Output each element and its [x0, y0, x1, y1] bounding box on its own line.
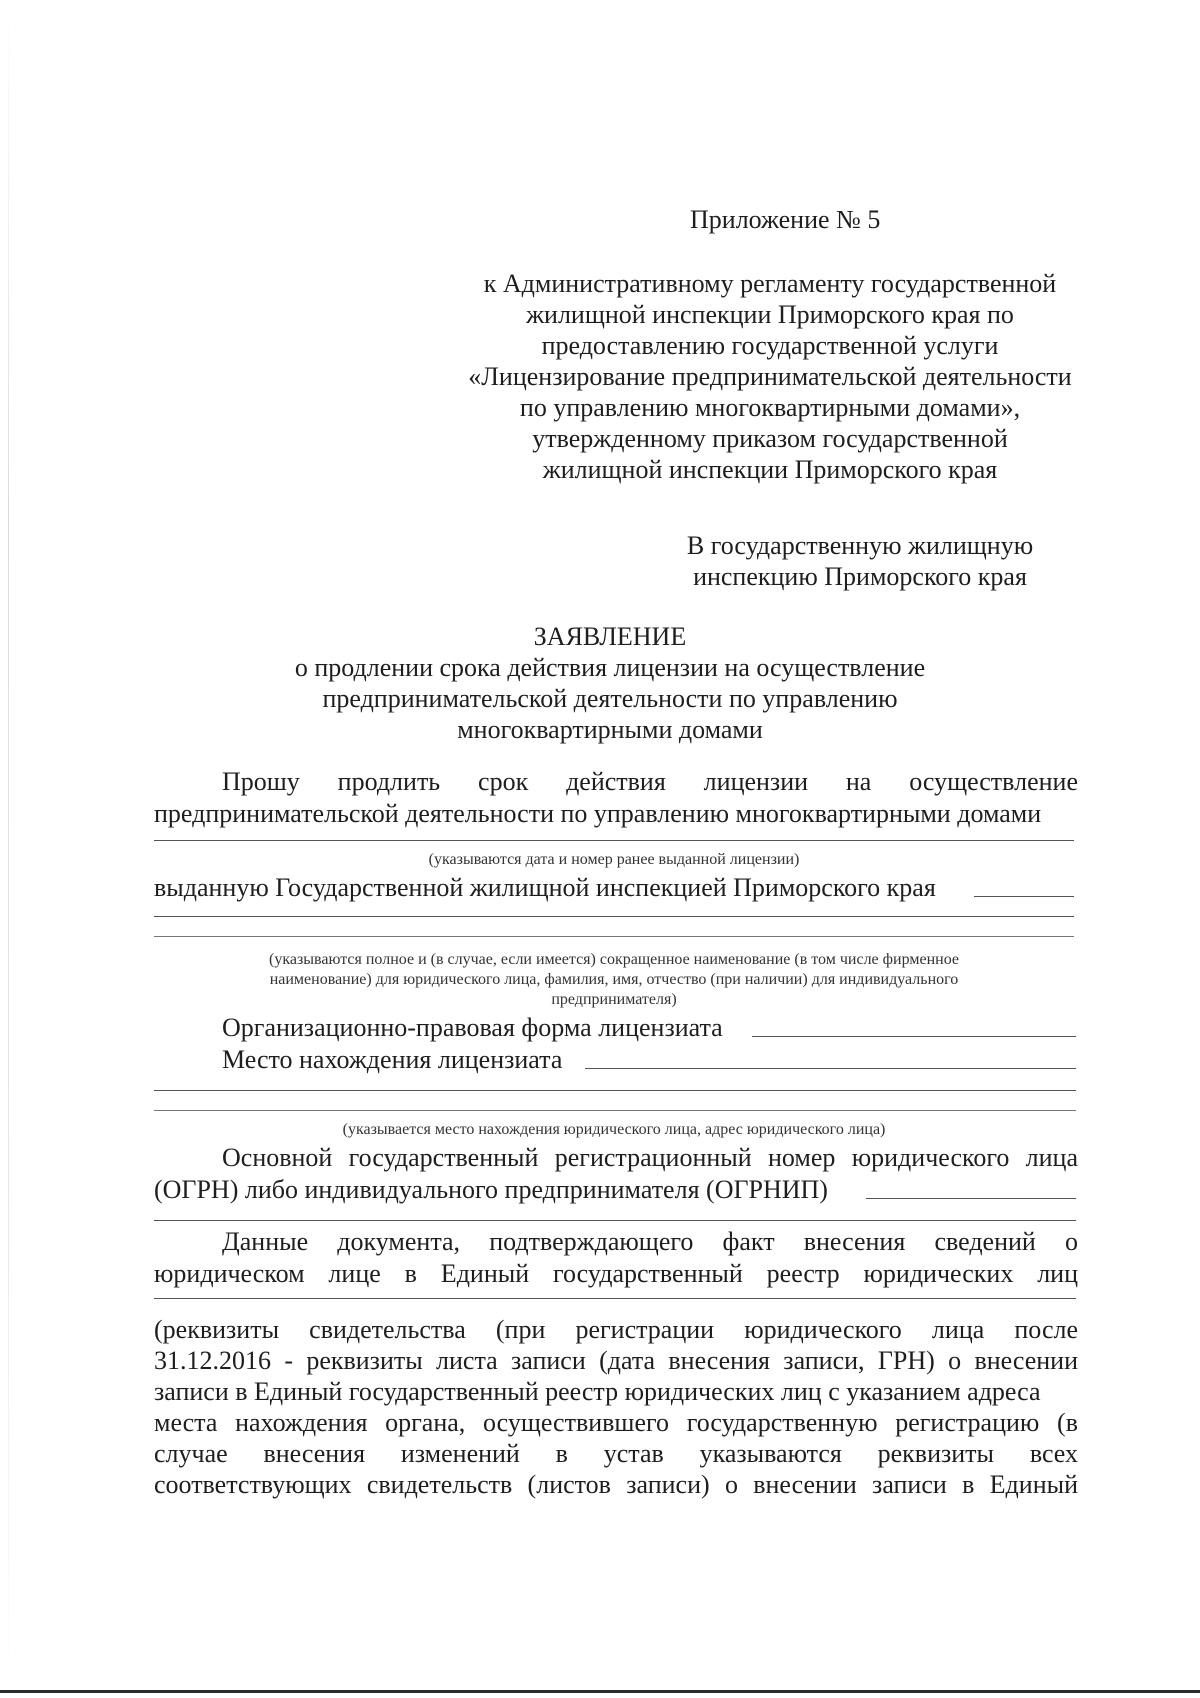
location-fill-line	[154, 1090, 1076, 1091]
document-subtitle-line: предпринимательской деятельности по управлению	[322, 684, 898, 713]
document-heading: ЗАЯВЛЕНИЕ	[533, 622, 687, 651]
requisites-line: 31.12.2016 - реквизиты листа записи (дата внесения записи, ГРН) о внесении	[154, 1346, 1078, 1375]
addressee-line: инспекцию Приморского края	[693, 562, 1027, 591]
approval-line: по управлению многоквартирными домами»,	[519, 393, 1021, 422]
requisites-line: (реквизиты свидетельства (при регистрации юридического лица после	[154, 1315, 1078, 1344]
approval-line: жилищной инспекции Приморского края по	[526, 300, 1014, 329]
approval-line: предоставлению государственной услуги	[541, 331, 999, 360]
name-hint-line: предпринимателя)	[551, 991, 677, 1008]
name-hint-line: наименование) для юридического лица, фамилия, имя, отчество (при наличии) для индивидуального	[269, 971, 959, 988]
location-label: Место нахождения лицензиата	[222, 1045, 563, 1074]
egrul-fill-line	[154, 1298, 1076, 1299]
appendix-label: Приложение № 5	[690, 205, 881, 234]
egrul-text-line: Данные документа, подтверждающего факт внесения сведений о	[222, 1227, 1078, 1256]
name-fill-line	[154, 916, 1074, 917]
approval-line: утвержденному приказом государственной	[532, 424, 1008, 453]
license-fill-line	[154, 840, 1074, 841]
name-hint-line: (указываются полное и (в случае, если имеется) сокращенное наименование (в том числе фирменное	[269, 951, 959, 968]
name-fill-line	[154, 936, 1074, 937]
ogrn-fill-line	[866, 1198, 1076, 1199]
ogrn-text-line: Основной государственный регистрационный номер юридического лица	[222, 1143, 1078, 1172]
location-fill-line	[585, 1068, 1076, 1069]
issued-by-text: выданную Государственной жилищной инспекцией Приморского края	[154, 873, 936, 902]
scan-edge-shadow	[8, 0, 9, 1690]
approval-line: к Административному регламенту государственной	[483, 269, 1057, 298]
document-subtitle-line: многоквартирными домами	[457, 715, 763, 744]
issued-by-fill-line	[974, 896, 1074, 897]
legal-form-label: Организационно-правовая форма лицензиата	[222, 1013, 723, 1042]
legal-form-fill-line	[752, 1036, 1076, 1037]
requisites-line: места нахождения органа, осуществившего государственную регистрацию (в	[154, 1408, 1078, 1437]
ogrn-text-line: (ОГРН) либо индивидуального предпринимателя (ОГРНИП)	[154, 1175, 828, 1204]
requisites-line: случае внесения изменений в устав указываются реквизиты всех	[154, 1439, 1078, 1468]
approval-line: жилищной инспекции Приморского края	[542, 455, 998, 484]
page-bottom-edge	[0, 1690, 1200, 1693]
request-text-line: предпринимательской деятельности по управлению многоквартирными домами	[154, 799, 1042, 828]
requisites-line: соответствующих свидетельств (листов записи) о внесении записи в Единый	[154, 1470, 1078, 1499]
ogrn-fill-line	[154, 1220, 1076, 1221]
request-text-line: Прошу продлить срок действия лицензии на осуществление	[222, 767, 1078, 796]
license-hint: (указываются дата и номер ранее выданной лицензии)	[428, 851, 800, 868]
location-hint: (указывается место нахождения юридического лица, адрес юридического лица)	[342, 1121, 886, 1138]
addressee-line: В государственную жилищную	[686, 531, 1034, 560]
approval-line: «Лицензирование предпринимательской деятельности	[468, 362, 1072, 391]
egrul-text-line: юридическом лице в Единый государственный реестр юридических лиц	[154, 1259, 1078, 1288]
requisites-line: записи в Единый государственный реестр юридических лиц с указанием адреса	[154, 1377, 1041, 1406]
location-fill-line	[154, 1110, 1076, 1111]
document-subtitle-line: о продлении срока действия лицензии на осуществление	[294, 653, 926, 682]
